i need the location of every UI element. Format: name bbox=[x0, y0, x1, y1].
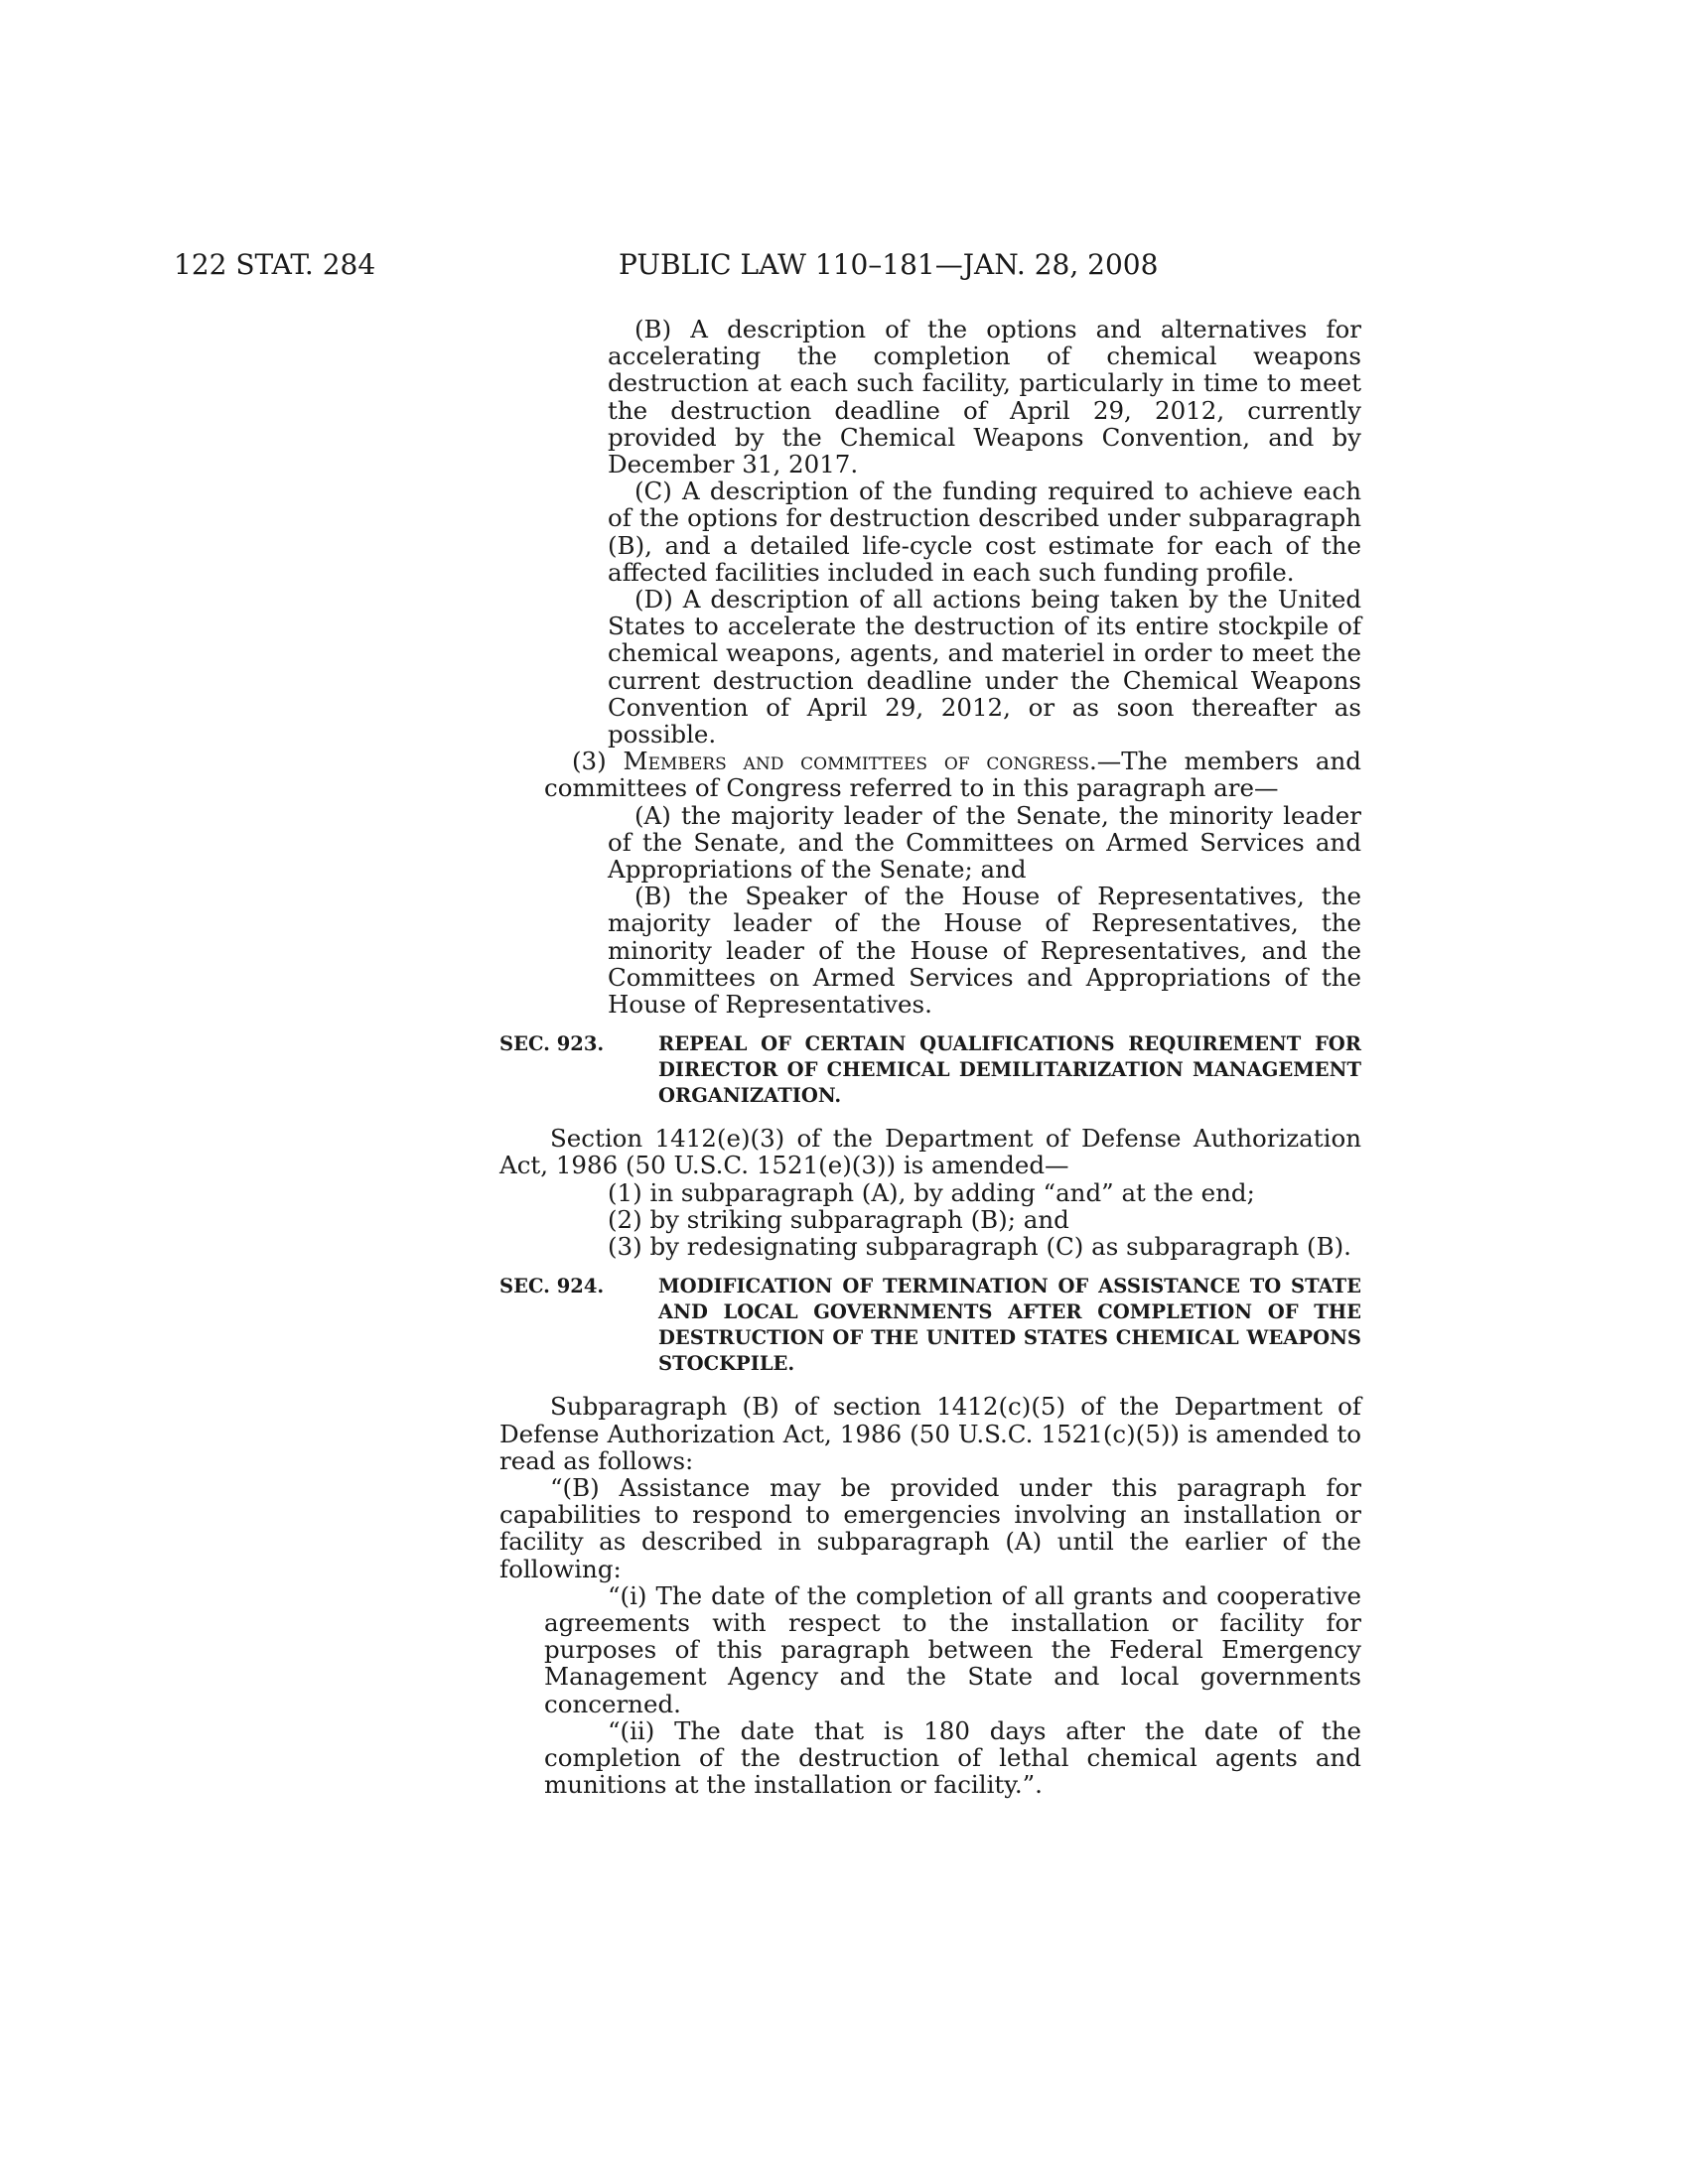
page-number: 122 STAT. 284 bbox=[174, 248, 376, 281]
sec-923-item-1: (1) in subparagraph (A), by adding “and” at the end; bbox=[608, 1177, 1255, 1207]
sec-924-number: SEC. 924. bbox=[499, 1275, 605, 1298]
sec-923-heading bbox=[499, 1031, 1361, 1109]
paragraph-2C: (C) A description of the funding required to achieve each of the options for destruction described under subparagraph (B), and a detailed life-cycle cost estimate for each of the affected facilities included in each such funding profile. bbox=[608, 477, 1361, 587]
sec-924-quote-B: “(B) Assistance may be provided under this paragraph for capabilities to respond to emergencies involving an installation or facility as described in subparagraph (A) until the earlier of the following: bbox=[499, 1472, 1361, 1583]
sec-924-title: MODIFICATION OF TERMINATION OF ASSISTANCE TO STATE AND LOCAL GOVERNMENTS AFTER COMPLETION OF THE DESTRUCTION OF THE UNITED STATES CHEMICAL WEAPONS STOCKPILE. bbox=[658, 1275, 1361, 1376]
paragraph-3B: (B) the Speaker of the House of Representatives, the majority leader of the House of Representatives, the minority leader of the House of Representatives, and the Committees on Armed Services and Appropriations of the House of Representatives. bbox=[608, 882, 1361, 1020]
paragraph-3-heading: Members and committees of congress. bbox=[623, 747, 1097, 776]
sec-924-quote-ii: “(ii) The date that is 180 days after the date of the completion of the destruction of lethal chemical agents and munitions at the installation or facility.”. bbox=[544, 1715, 1361, 1800]
document-body bbox=[499, 316, 1361, 1798]
sec-923-item-2: (2) by striking subparagraph (B); and bbox=[608, 1204, 1069, 1234]
sec-924-heading bbox=[499, 1274, 1361, 1377]
sec-923-intro: Section 1412(e)(3) of the Department of Defense Authorization Act, 1986 (50 U.S.C. 1521(e)(3)) is amended— bbox=[499, 1124, 1361, 1180]
paragraph-3-number: (3) bbox=[572, 747, 624, 776]
paragraph-3A: (A) the majority leader of the Senate, the minority leader of the Senate, and the Committees on Armed Services and Appropriations of the Senate; and bbox=[608, 800, 1361, 885]
sec-923-title: REPEAL OF CERTAIN QUALIFICATIONS REQUIREMENT FOR DIRECTOR OF CHEMICAL DEMILITARIZATION MANAGEMENT ORGANIZATION. bbox=[658, 1032, 1361, 1108]
sec-924-intro: Subparagraph (B) of section 1412(c)(5) of the Department of Defense Authorization Act, 1986 (50 U.S.C. 1521(c)(5)) is amended to read as follows: bbox=[499, 1392, 1361, 1475]
sec-923-item-3: (3) by redesignating subparagraph (C) as subparagraph (B). bbox=[608, 1232, 1351, 1262]
paragraph-2B: (B) A description of the options and alternatives for accelerating the completion of chemical weapons destruction at each such facility, particularly in time to meet the destruction deadline of April 29, 2012, currently provided by the Chemical Weapons Convention, and by December 31, 2017. bbox=[608, 315, 1361, 479]
sec-923-number: SEC. 923. bbox=[499, 1032, 605, 1056]
paragraph-3 bbox=[544, 748, 1361, 801]
sec-924-quote-i: “(i) The date of the completion of all grants and cooperative agreements with respect to the installation or facility for purposes of this paragraph between the Federal Emergency Management Agency and the State and local governments concerned. bbox=[544, 1580, 1361, 1718]
paragraph-2D: (D) A description of all actions being taken by the United States to accelerate the destruction of its entire stockpile of chemical weapons, agents, and materiel in order to meet the current destruction deadline under the Chemical Weapons Convention of April 29, 2012, or as soon thereafter as possible. bbox=[608, 585, 1361, 750]
running-head: PUBLIC LAW 110–181—JAN. 28, 2008 bbox=[619, 248, 1159, 281]
paragraph-3-text: —The members and committees of Congress referred to in this paragraph are— bbox=[544, 747, 1361, 803]
